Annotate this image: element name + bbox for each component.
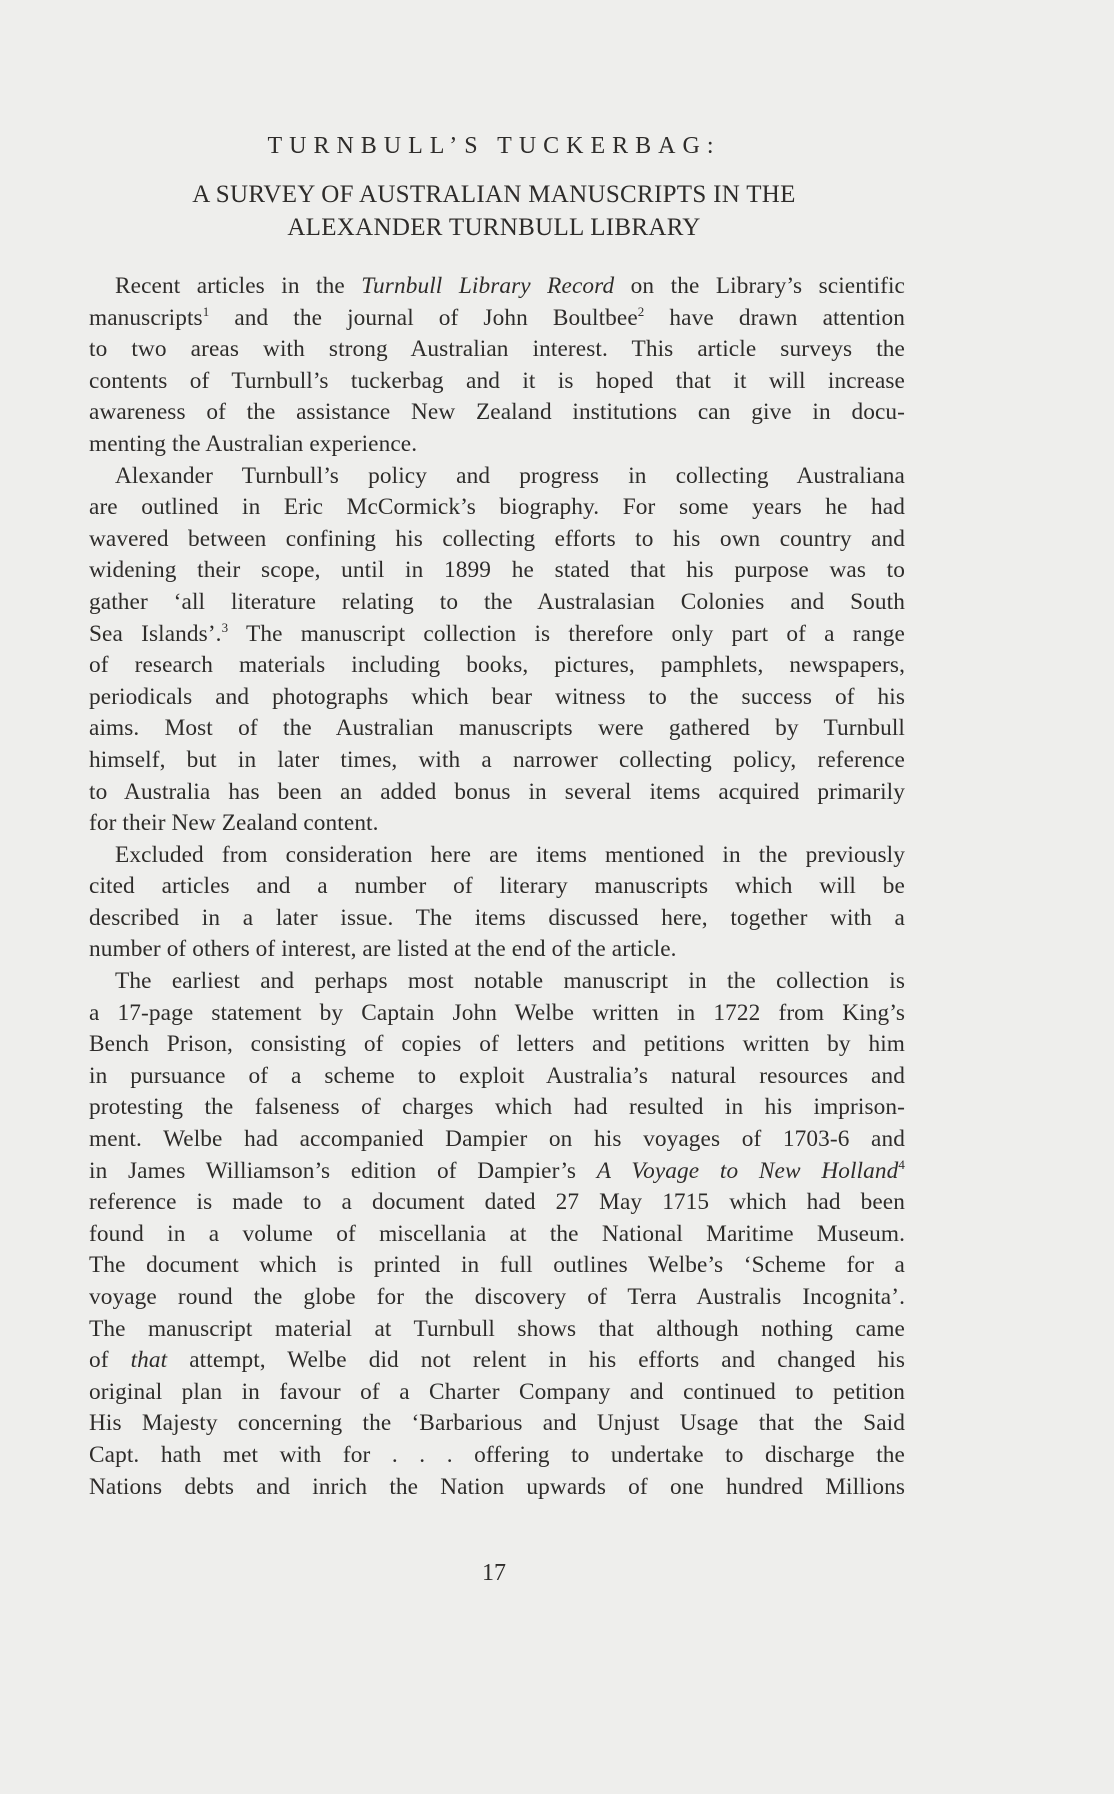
article-title: TURNBULL’S TUCKERBAG: — [267, 133, 721, 159]
text-line: voyage round the globe for the discovery of Terra Australis Incognita’. — [89, 1284, 905, 1310]
text-line: wavered between confining his collecting efforts to his own country and — [89, 525, 905, 552]
text-line: Excluded from consideration here are items mentioned in the previously — [115, 841, 905, 868]
italic-title: Turnbull Library Record — [361, 273, 615, 299]
paragraph — [89, 271, 905, 461]
text-line: periodicals and photographs which bear witness to the success of his — [89, 683, 905, 710]
paragraph — [89, 840, 905, 966]
italic-title: that — [130, 1347, 168, 1374]
text-line: awareness of the assistance New Zealand institutions can give in docu- — [89, 399, 905, 426]
text-line: widening their scope, until in 1899 he stated that his purpose was to — [89, 557, 905, 584]
subtitle-line-1: A SURVEY OF AUSTRALIAN MANUSCRIPTS IN THE — [192, 181, 796, 208]
text-line: to two areas with strong Australian interest. This article surveys the — [89, 336, 905, 363]
text-line: contents of Turnbull’s tuckerbag and it is hoped that it will increase — [89, 367, 905, 394]
text-line: manuscripts$^1$ and the journal of John Boultbee$^2$ have drawn attention — [89, 303, 905, 331]
text-line: to Australia has been an added bonus in several items acquired primarily — [89, 778, 905, 805]
footnote-mark: 4 — [898, 1156, 905, 1172]
article-subtitle — [0, 178, 988, 244]
text-line: The document which is printed in full outlines Welbe’s ‘Scheme for a — [89, 1252, 905, 1279]
text-line: reference is made to a document dated 27 May 1715 which had been — [89, 1189, 905, 1216]
text-line: of that attempt, Welbe did not relent in his efforts and changed his — [89, 1347, 905, 1374]
text-line: himself, but in later times, with a narrower collecting policy, reference — [89, 746, 905, 773]
text-line: gather ‘all literature relating to the Australasian Colonies and South — [89, 588, 905, 615]
text-line: described in a later issue. The items discussed here, together with a — [89, 904, 905, 931]
paragraph — [89, 966, 905, 1503]
subtitle-line-2: ALEXANDER TURNBULL LIBRARY — [287, 214, 701, 241]
text-line: for their New Zealand content. — [89, 810, 379, 837]
italic-title: A Voyage to New Holland — [596, 1157, 899, 1184]
page-number: 17 — [482, 1560, 506, 1586]
text-line: The manuscript material at Turnbull shows that although nothing came — [89, 1315, 905, 1342]
text-line: ment. Welbe had accompanied Dampier on his voyages of 1703-6 and — [89, 1126, 905, 1153]
text-line: a 17-page statement by Captain John Welbe written in 1722 from King’s — [89, 999, 905, 1026]
text-line: aims. Most of the Australian manuscripts were gathered by Turnbull — [89, 715, 905, 742]
text-line: original plan in favour of a Charter Company and continued to petition — [89, 1378, 905, 1405]
text-line: protesting the falseness of charges which had resulted in his imprison- — [89, 1094, 905, 1121]
text-line: number of others of interest, are listed at the end of the article. — [89, 936, 677, 963]
text-line: found in a volume of miscellania at the National Maritime Museum. — [89, 1220, 905, 1247]
text-line: The earliest and perhaps most notable manuscript in the collection is — [115, 968, 905, 995]
footnote-mark: 1 — [202, 303, 210, 319]
text-line: cited articles and a number of literary manuscripts which will be — [89, 873, 905, 900]
text-line: in pursuance of a scheme to exploit Australia’s natural resources and — [89, 1062, 905, 1089]
text-line: in James Williamson’s edition of Dampier’s A Voyage to New Holland$^4$ — [89, 1156, 905, 1184]
text-line: Alexander Turnbull’s policy and progress in collecting Australiana — [115, 462, 905, 489]
text-line: are outlined in Eric McCormick’s biography. For some years he had — [89, 494, 905, 521]
paragraph — [89, 461, 905, 840]
text-line: Recent articles in the Turnbull Library Record on the Library’s scientific — [115, 273, 905, 299]
footnote-mark: 2 — [637, 303, 645, 319]
text-line: Sea Islands’.$^3$ The manuscript collection is therefore only part of a range — [89, 619, 905, 647]
text-line: His Majesty concerning the ‘Barbarious and Unjust Usage that the Said — [89, 1410, 905, 1437]
article-body — [89, 271, 905, 1503]
footnote-mark: 3 — [221, 619, 229, 635]
text-line: Bench Prison, consisting of copies of letters and petitions written by him — [89, 1031, 905, 1058]
text-line: menting the Australian experience. — [89, 430, 418, 457]
text-line: of research materials including books, pictures, pamphlets, newspapers, — [89, 652, 905, 679]
text-line: Nations debts and inrich the Nation upwards of one hundred Millions — [89, 1473, 905, 1500]
text-line: Capt. hath met with for . . . offering to undertake to discharge the — [89, 1441, 905, 1468]
